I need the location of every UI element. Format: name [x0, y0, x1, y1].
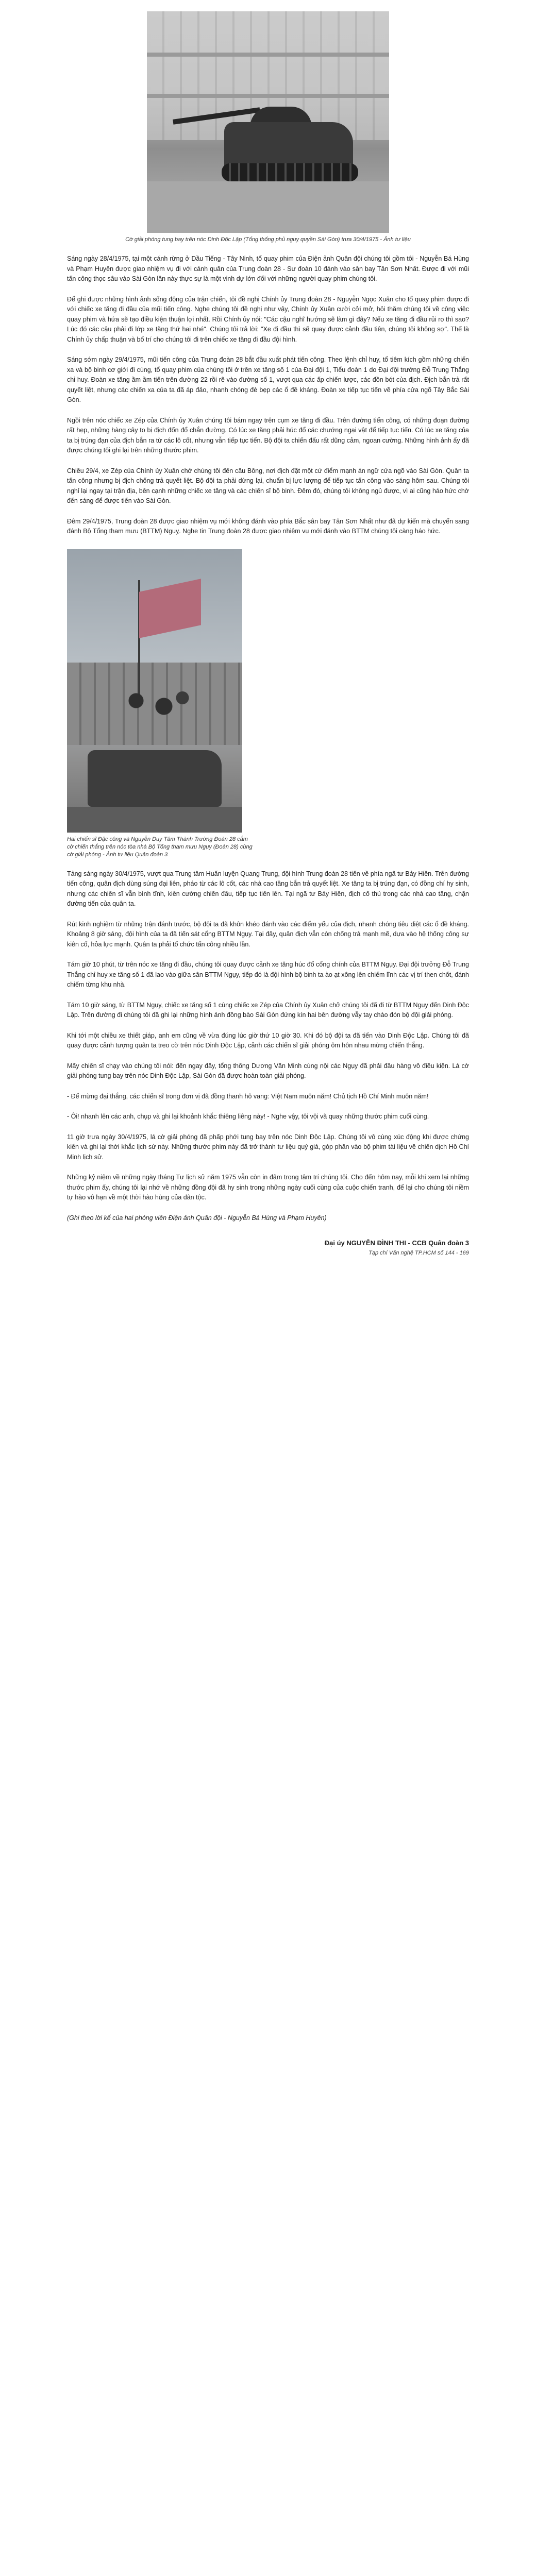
article-paragraph: Sáng sớm ngày 29/4/1975, mũi tiến công của Trung đoàn 28 bắt đầu xuất phát tiến công. Theo lệnh chỉ huy, tổ tiêm kích gồm những chiến xa và bộ binh cơ giới đi cùng, tổ quay phim của chúng tôi ở trên xe tăng số 1 của Đại đội 1, Tiểu đoàn 1 do Đại đội trưởng Đỗ Trung Thắng chỉ huy. Đoàn xe tăng ầm ầm tiến trên đường 22 rồi rẽ vào đường số 1, vượt qua các ấp chiến lược, các đồn bót của địch. Địch bắn trả rất quyết liệt, nhưng các chiến xa của ta đã áp đảo, nhanh chóng đè bẹp các ổ đề kháng. Đoàn xe tiếp tục tiến về phía cửa ngõ Tây Bắc Sài Gòn.: [67, 356, 469, 403]
article-paragraph: Tám giờ 10 phút, từ trên nóc xe tăng đi đầu, chúng tôi quay được cảnh xe tăng húc đổ cổng chính của BTTM Ngụy. Đại đội trưởng Đỗ Trung Thắng chỉ huy xe tăng số 1 đã lao vào giữa sân BTTM Ngụy, tiếp đó là đội hình bộ binh ta ào ạt xông lên chiếm lĩnh các vị trí then chốt, đánh chiếm từng khu nhà.: [67, 961, 469, 988]
article-paragraph: 11 giờ trưa ngày 30/4/1975, lá cờ giải phóng đã phấp phới tung bay trên nóc Dinh Độc Lập. Chúng tôi vô cùng xúc động khi được chứng kiến và ghi lại thời khắc lịch sử này. Những thước phim này đã trở thành tư liệu quý giá, góp phần vào bộ phim tài liệu về chiến dịch Hồ Chí Minh lịch sử.: [67, 1133, 469, 1161]
author-unit: Tạp chí Văn nghệ TP.HCM số 144 - 169: [368, 1250, 469, 1256]
photo-caption: Hai chiến sĩ Đặc công và Nguyễn Duy Tâm Thành Trường Đoàn 28 cắm cờ chiến thắng trên nóc tòa nhà Bộ Tổng tham mưu Ngụy (Đoàn 28) cùng cờ giải phóng - Ảnh tư liệu Quân đoàn 3: [67, 836, 253, 858]
article-paragraph: Ngồi trên nóc chiếc xe Zép của Chính ủy Xuân chúng tôi bám ngay trên cụm xe tăng đi đầu. Trên đường tiến công, có những đoạn đường rất hẹp, những hàng cây to bị địch đốn đổ chắn đường. Có lúc xe tăng phải húc đổ các chướng ngại vật để tiếp tục tiến. Có lúc xe tăng của ta bị trúng đạn của địch bắn ra từ các lô cốt, nhưng vẫn tiếp tục tiến. Bộ đội ta chiến đấu rất dũng cảm, ngoan cường. Những hình ảnh ấy đã được chúng tôi ghi lại trên những thước phim.: [67, 416, 469, 454]
article: [67, 0, 469, 1258]
article-paragraph: Để ghi được những hình ảnh sống động của trận chiến, tôi đề nghị Chính ủy Trung đoàn 28 - Nguyễn Ngọc Xuân cho tổ quay phim được đi với chiếc xe tăng đi đầu của mũi tiến công. Nghe chúng tôi đề nghị như vậy, Chính ủy Xuân cười cởi mở, hỏi thăm chúng tôi về công việc quay phim và hứa sẽ tạo điều kiện thuận lợi nhất. Rồi Chính ủy nói: "Các cậu nghĩ hướng sẽ làm gì đây? Nếu xe tăng đi đầu rủi ro thì sao? Lúc đó các cậu phải đi lớp xe tăng thứ hai nhé". Chúng tôi trả lời: "Xe đi đầu thì sẽ quay được cảnh đầu tiên, chúng tôi không sợ". Thế là Chính ủy chấp thuận và bố trí cho chúng tôi đi trên chiếc xe tăng đi đầu đội hình.: [67, 295, 469, 343]
article-paragraph: Sáng ngày 28/4/1975, tại một cánh rừng ở Dầu Tiếng - Tây Ninh, tổ quay phim của Điện ảnh Quân đội chúng tôi gồm tôi - Nguyễn Bá Hùng và Phạm Huyên được giao nhiệm vụ đi với cánh quân của Trung đoàn 28 - Sư đoàn 10 đánh vào sân bay Tân Sơn Nhất. Được đi với mũi tấn công thọc sâu vào Sài Gòn lần này thực sự là một vinh dự lớn đối với những người quay phim chúng tôi.: [67, 255, 469, 282]
article-paragraph: Tám 10 giờ sáng, từ BTTM Ngụy, chiếc xe tăng số 1 cùng chiếc xe Zép của Chính ủy Xuân chở chúng tôi đã đi từ BTTM Ngụy đến Dinh Độc Lập. Trên đường đi chúng tôi đã ghi lại những hình ảnh đồng bào Sài Gòn đứng kín hai bên đường vẫy tay chào đón bộ đội giải phóng.: [67, 1001, 469, 1019]
article-paragraph: Rút kinh nghiệm từ những trận đánh trước, bộ đội ta đã khôn khéo đánh vào các điểm yếu của địch, nhanh chóng tiêu diệt các ổ đề kháng. Khoảng 8 giờ sáng, đội hình của ta đã tiến sát cổng BTTM Ngụy. Tại đây, quân địch vẫn còn chống trả mạnh mẽ, dựa vào hệ thống công sự kiên cố, hỏa lực mạnh. Quân ta phải tổ chức tấn công nhiều lần.: [67, 920, 469, 948]
article-paragraph: Tảng sáng ngày 30/4/1975, vượt qua Trung tâm Huấn luyện Quang Trung, đội hình Trung đoàn 28 tiến về phía ngã tư Bảy Hiền. Trên đường tiến công, quân địch dùng súng đại liên, pháo từ các lô cốt, các nhà cao tầng bắn trả quyết liệt. Xe tăng ta bị trúng đạn, có đồng chí hy sinh, nhưng các chiến sĩ vẫn bình tĩnh, kiên cường chiến đấu, tiếp tục tiến lên. Tại ngã tư Bảy Hiền, địch cố thủ trong các nhà cao tầng, chặn đường tiến của quân ta.: [67, 870, 469, 907]
author-name: Đại úy NGUYỄN ĐÌNH THI - CCB Quân đoàn 3: [324, 1239, 469, 1247]
article-paragraph: Khi tới một chiều xe thiết giáp, anh em cũng về vừa đúng lúc giờ thứ 10 giờ 30. Khi đó bộ đội ta đã tiến vào Dinh Độc Lập. Chúng tôi đã quay được cảnh tượng quân ta treo cờ trên nóc Dinh Độc Lập, cảnh các chiến sĩ giải phóng ôm hôn nhau mừng chiến thắng.: [67, 1031, 469, 1049]
source-note: (Ghi theo lời kể của hai phóng viên Điện ảnh Quân đội - Nguyễn Bá Hùng và Phạm Huyên): [67, 1214, 327, 1222]
article-photo-flag: [67, 549, 242, 833]
photo-caption: Cờ giải phóng tung bay trên nóc Dinh Độc Lập (Tổng thống phủ nguỵ quyền Sài Gòn) trưa 30/4/1975 - Ảnh tư liệu: [125, 236, 411, 243]
article-paragraph: Đêm 29/4/1975, Trung đoàn 28 được giao nhiệm vụ mới không đánh vào phía Bắc sân bay Tân Sơn Nhất như đã dự kiến mà chuyển sang đánh Bộ Tổng tham mưu (BTTM) Nguỵ. Nghe tin Trung đoàn 28 được giao nhiệm vụ mới đánh vào BTTM chúng tôi càng háo hức.: [67, 517, 469, 535]
article-photo-tank: [147, 11, 389, 233]
article-paragraph: - Ôi! nhanh lên các anh, chụp và ghi lại khoảnh khắc thiêng liêng này! - Nghe vậy, tôi vội vã quay những thước phim cuối cùng.: [67, 1113, 429, 1120]
article-paragraph: - Để mừng đại thắng, các chiến sĩ trong đơn vị đã đồng thanh hô vang: Việt Nam muôn năm! Chủ tịch Hồ Chí Minh muôn năm!: [67, 1092, 429, 1100]
article-body-part-b: [67, 869, 469, 1203]
article-paragraph: Những kỷ niệm về những ngày tháng Tư lịch sử năm 1975 vẫn còn in đậm trong tâm trí chúng tôi. Cho đến hôm nay, mỗi khi xem lại những thước phim ấy, chúng tôi lại nhớ về những đồng đội đã hy sinh trong những ngày cuối cùng của cuộc chiến tranh, để lại cho chúng tôi niềm tự hào vô hạn về một thời hào hùng của dân tộc.: [67, 1174, 469, 1201]
author-block: [67, 1239, 469, 1258]
article-body-part-a: [67, 254, 469, 537]
article-paragraph: Chiều 29/4, xe Zép của Chính ủy Xuân chở chúng tôi đến cầu Bông, nơi địch đặt một cứ điểm mạnh án ngữ cửa ngõ vào Sài Gòn. Quân ta tấn công nhưng bị địch chống trả quyết liệt. Bộ đội ta phải dừng lại, chuẩn bị lực lượng để tiếp tục tấn công vào sáng hôm sau. Chúng tôi nghỉ lại ngay tại trận địa, bên cạnh những chiếc xe tăng và các chiến sĩ bộ binh. Đêm đó, chúng tôi không ngủ được, vì ai cũng háo hức chờ đến sáng để được tiến vào Sài Gòn.: [67, 467, 469, 504]
article-paragraph: Mấy chiến sĩ chạy vào chúng tôi nói: đến ngay đây, tổng thống Dương Văn Minh cùng nội các Ngụy đã phải đầu hàng vô điều kiện. Lá cờ giải phóng tung bay trên nóc Dinh Độc Lập, Sài Gòn đã được hoàn toàn giải phóng.: [67, 1062, 469, 1079]
